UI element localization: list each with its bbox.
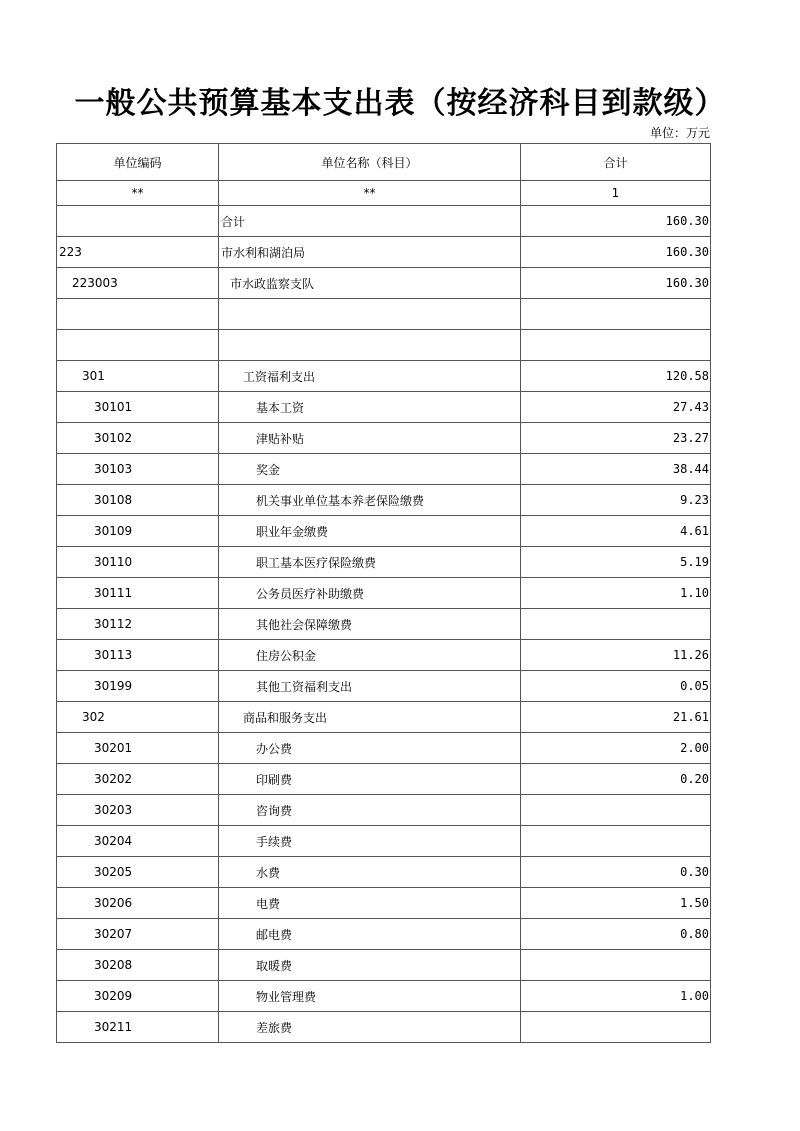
row-amount: 1.50	[521, 888, 711, 919]
row-amount: 0.30	[521, 857, 711, 888]
table-row	[57, 919, 711, 950]
table-row	[57, 237, 711, 268]
index-row	[57, 181, 711, 206]
row-amount: 1.00	[521, 981, 711, 1012]
table-row	[57, 857, 711, 888]
row-name: 公务员医疗补助缴费	[219, 578, 521, 609]
row-code: 223003	[57, 268, 219, 299]
row-name: 津贴补贴	[219, 423, 521, 454]
row-code: 30101	[57, 392, 219, 423]
row-name: 邮电费	[219, 919, 521, 950]
row-amount: 9.23	[521, 485, 711, 516]
row-code: 30202	[57, 764, 219, 795]
row-name: 商品和服务支出	[219, 702, 521, 733]
row-code	[57, 330, 219, 361]
row-amount: 27.43	[521, 392, 711, 423]
row-code: 30205	[57, 857, 219, 888]
row-code: 301	[57, 361, 219, 392]
row-name: 印刷费	[219, 764, 521, 795]
row-name	[219, 299, 521, 330]
row-name: 咨询费	[219, 795, 521, 826]
row-amount	[521, 950, 711, 981]
row-name: 其他工资福利支出	[219, 671, 521, 702]
table-row	[57, 454, 711, 485]
row-code: 30211	[57, 1012, 219, 1043]
table-row	[57, 206, 711, 237]
table-row	[57, 733, 711, 764]
row-code: 30109	[57, 516, 219, 547]
table-row	[57, 609, 711, 640]
table-row	[57, 702, 711, 733]
row-amount: 4.61	[521, 516, 711, 547]
table-row	[57, 330, 711, 361]
row-amount: 160.30	[521, 206, 711, 237]
row-amount: 23.27	[521, 423, 711, 454]
row-code	[57, 206, 219, 237]
row-name: 机关事业单位基本养老保险缴费	[219, 485, 521, 516]
table-row	[57, 578, 711, 609]
row-amount	[521, 299, 711, 330]
row-code: 30112	[57, 609, 219, 640]
row-amount: 0.20	[521, 764, 711, 795]
unit-label: 单位：万元	[649, 126, 710, 140]
row-name: 物业管理费	[219, 981, 521, 1012]
index-code: **	[57, 181, 219, 206]
table-row	[57, 981, 711, 1012]
budget-table	[56, 143, 711, 1043]
table-row	[57, 547, 711, 578]
row-name: 手续费	[219, 826, 521, 857]
header-total: 合计	[521, 144, 711, 181]
row-code: 30108	[57, 485, 219, 516]
row-name	[219, 330, 521, 361]
row-code: 30102	[57, 423, 219, 454]
row-code: 30203	[57, 795, 219, 826]
table-row	[57, 361, 711, 392]
row-code: 30201	[57, 733, 219, 764]
row-amount: 160.30	[521, 237, 711, 268]
row-amount	[521, 1012, 711, 1043]
row-amount: 2.00	[521, 733, 711, 764]
index-name: **	[219, 181, 521, 206]
row-code: 302	[57, 702, 219, 733]
row-name: 奖金	[219, 454, 521, 485]
table-row	[57, 888, 711, 919]
row-amount: 120.58	[521, 361, 711, 392]
header-code: 单位编码	[57, 144, 219, 181]
row-code: 30103	[57, 454, 219, 485]
row-code: 30204	[57, 826, 219, 857]
row-code: 30209	[57, 981, 219, 1012]
table-row	[57, 516, 711, 547]
row-code	[57, 299, 219, 330]
page-title: 一般公共预算基本支出表（按经济科目到款级）	[74, 86, 726, 121]
index-total: 1	[521, 181, 711, 206]
row-code: 30207	[57, 919, 219, 950]
row-amount	[521, 330, 711, 361]
row-amount	[521, 795, 711, 826]
row-amount	[521, 609, 711, 640]
row-code: 30110	[57, 547, 219, 578]
row-code: 30113	[57, 640, 219, 671]
table-row	[57, 1012, 711, 1043]
table-row	[57, 423, 711, 454]
row-amount: 11.26	[521, 640, 711, 671]
table-row	[57, 671, 711, 702]
table-row	[57, 299, 711, 330]
header-name: 单位名称（科目）	[219, 144, 521, 181]
row-amount: 160.30	[521, 268, 711, 299]
table-row	[57, 485, 711, 516]
row-name: 水费	[219, 857, 521, 888]
row-name: 办公费	[219, 733, 521, 764]
table-row	[57, 640, 711, 671]
row-amount: 21.61	[521, 702, 711, 733]
row-code: 30199	[57, 671, 219, 702]
row-name: 职业年金缴费	[219, 516, 521, 547]
row-amount	[521, 826, 711, 857]
table-row	[57, 764, 711, 795]
row-name: 合计	[219, 206, 521, 237]
row-name: 职工基本医疗保险缴费	[219, 547, 521, 578]
row-name: 市水政监察支队	[219, 268, 521, 299]
header-row	[57, 144, 711, 181]
row-amount: 0.05	[521, 671, 711, 702]
row-name: 其他社会保障缴费	[219, 609, 521, 640]
table-row	[57, 392, 711, 423]
row-name: 市水利和湖泊局	[219, 237, 521, 268]
row-name: 基本工资	[219, 392, 521, 423]
row-code: 30208	[57, 950, 219, 981]
table-row	[57, 268, 711, 299]
row-code: 30111	[57, 578, 219, 609]
row-name: 取暖费	[219, 950, 521, 981]
row-amount: 0.80	[521, 919, 711, 950]
row-amount: 38.44	[521, 454, 711, 485]
table-row	[57, 950, 711, 981]
table-row	[57, 826, 711, 857]
row-amount: 1.10	[521, 578, 711, 609]
row-code: 223	[57, 237, 219, 268]
row-name: 住房公积金	[219, 640, 521, 671]
table-row	[57, 795, 711, 826]
row-amount: 5.19	[521, 547, 711, 578]
row-code: 30206	[57, 888, 219, 919]
row-name: 差旅费	[219, 1012, 521, 1043]
row-name: 电费	[219, 888, 521, 919]
row-name: 工资福利支出	[219, 361, 521, 392]
